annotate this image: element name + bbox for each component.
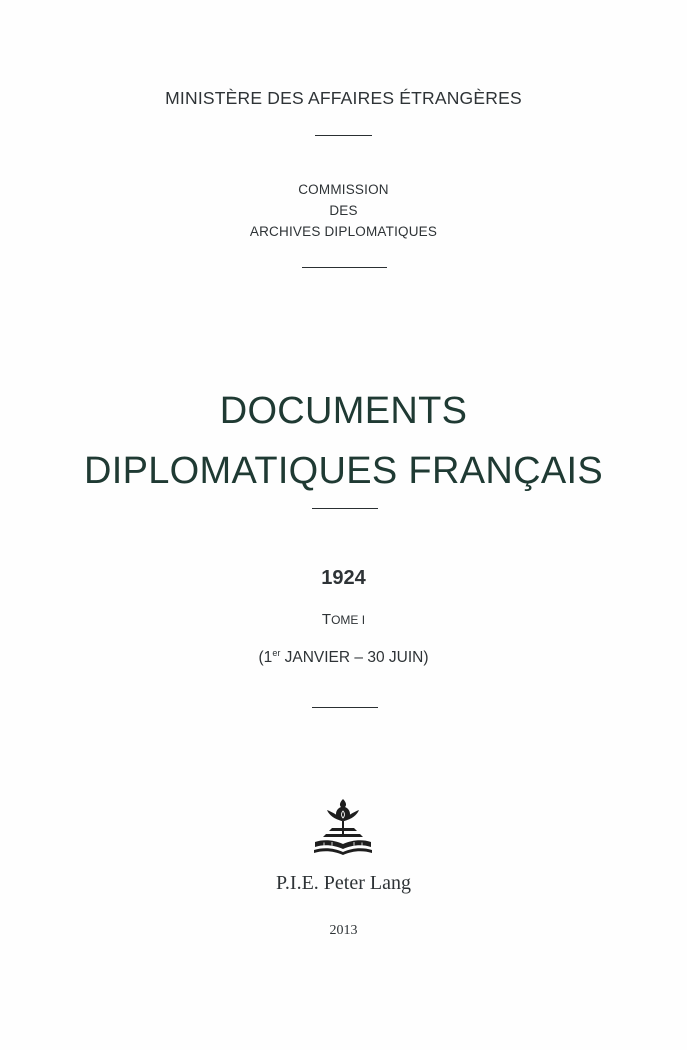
commission-block [0,179,687,242]
divider-3 [312,508,378,509]
volume-tome [0,611,687,628]
volume-dates [0,648,687,667]
commission-line-2: DES [329,203,358,218]
volume-year: 1924 [321,567,366,589]
dates-rest: JANVIER – 30 JUIN) [280,649,429,666]
dates-superscript: er [272,648,281,658]
peter-lang-emblem-icon [312,797,374,861]
title-line-1: DOCUMENTS [219,390,468,432]
publisher-name: P.I.E. Peter Lang [276,872,411,894]
divider-1 [315,135,372,136]
divider-2 [302,267,387,268]
publication-year: 2013 [329,923,358,938]
tome-rest: OME I [331,613,366,627]
dates-open: (1 [258,649,273,666]
commission-line-1: COMMISSION [298,182,389,197]
title-line-2: DIPLOMATIQUES FRANÇAIS [84,450,603,492]
tome-initial: T [321,611,332,628]
ministry-name: MINISTÈRE DES AFFAIRES ÉTRANGÈRES [165,88,522,108]
commission-line-3: ARCHIVES DIPLOMATIQUES [249,224,438,239]
divider-4 [312,707,378,708]
